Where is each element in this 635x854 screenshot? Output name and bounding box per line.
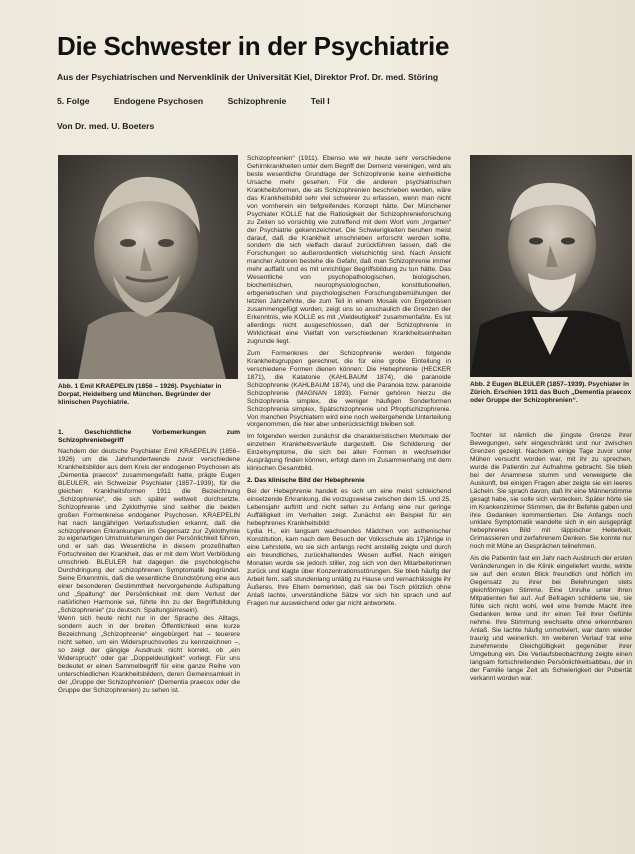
- series-topic: Endogene Psychosen: [113, 96, 204, 106]
- paragraph: Tochter ist nämlich die jüngste Grenze ihrer Bewegungen, sehr eingeschränkt und nur zwischen Grenzen gezeigt. Nachdem einige Tage zuvor unter Mühen versucht worden war, mit ihr zu sprechen, wurde die Patientin zur Aufnahme gebracht. Sie blieb bei der Anamnese stumm und verweigerte die Auskunft, bei einigen Fragen aber zeigte sie ein leeres Lächeln. Sie sprach davon, daß ihr eine Männerstimme gesagt habe, sie solle sich verstecken. Später hörte sie im Krankenzimmer Stimmen, die ihr Befehle gaben und ihre Gedanken kommentierten. Die Anfangs noch unklare Symptomatik wandelte sich in ein ausgeprägt hebephrenes Bild mit läppischer Heiterkeit, Grimassieren und zerfahrenem Denken. Sie konnte nur noch mit Mühe an Gesprächen teilnehmen.: [470, 432, 632, 551]
- series-part: 5. Folge: [57, 96, 90, 106]
- kraepelin-bust-photo: [58, 155, 238, 379]
- paragraph: Zum Formenkreis der Schizophrenie werden folgende Krankheitsgruppen gerechnet, die für eine grobe Einteilung in verschiedene Formen dienen können: Die Hebephrenie (HECKER 1871), die Katatonie (KAHLBAUM 1874), die paranoide Schizophrenie (KAHLBAUM 1874), und die Paranoia bzw. paranoide Schizophrenie (MAGNAN 1893). Ferner gehören hierzu die Schizophrenia simplex, die weniger häufigen Sonderformen Schizophrenia simplex, Spätschizophrenie und Pfropfschizophrenie. Von manchen Psychiatern wird eine noch weitergehende Unterteilung vorgenommen, die hier aber unberücksichtigt bleiben soll.: [247, 349, 451, 429]
- series-subtopic: Schizophrenie: [227, 96, 287, 106]
- article-author: Von Dr. med. U. Boeters: [57, 121, 155, 131]
- paragraph: Lydia H., ein langsam wachsendes Mädchen von asthenischer Konstitution, kam nach dem Besuch der Volksschule als 17jährige in eine Lehrstelle, wo sie sich anfangs recht anstellig zeigte und durch ein freundliches, zurückhaltendes Wesen auffiel. Nach einigen Monaten wurde sie jedoch stiller, zog sich von den Mitarbeiterinnen zurück und klagte über Konzentrationsstörungen. Sie blieb häufig der Arbeit fern, saß stundenlang untätig zu Hause und vernachlässigte ihr Äußeres. Ihre Eltern bemerkten, daß sie bei Tisch plötzlich ohne Anlaß lachte, unverständliche Sätze vor sich hin sprach und auf Fragen nur ausweichend oder gar nicht antwortete.: [247, 527, 451, 607]
- series-line: [57, 96, 352, 106]
- series-section: Teil I: [310, 96, 330, 106]
- figure-1-caption: Abb. 1 Emil KRAEPELIN (1856 – 1926). Psychiater in Dorpat, Heidelberg und München. Begründer der klinischen Psychiatrie.: [58, 383, 222, 406]
- paragraph: Schizophrenien“ (1911). Ebenso wie wir heute sehr verschiedene Gehirnkrankheiten unter dem Begriff der Demenz vereinigen, wird als beste wesentliche Grundlage der Schizophrenie keine einheitliche Ursache mehr gesehen. Für die anderen psychiatrischen Krankheitsformen, die als Schizophrenien beschrieben werden, wäre das Krankheitsbild sehr viel schwerer zu erfassen, wenn man nicht von vornherein ein tiefgreifendes Konzept hätte. Der Münchener Psychiater KOLLE hat die Ratlosigkeit der Schizophrenieforschung zu Zeiten so vorsichtig wie zutreffend mit dem Wort vom „Irrgarten“ der Psychiatrie gekennzeichnet. Die Schwierigkeiten beruhen meist darauf, daß die Krankheit umschrieben erforscht werden sollte, sondern die sich vielfach darauf zurückführen lassen, daß die Forschungen so außerordentlich vielschichtig sind. Nach Ansicht mancher Autoren bestehe die Gefahr, daß man Schizophrenie immer mehr auffaßt und es mit unrichtiger Begriffsbildung zu tun hätte. Das Wesentliche von psychopathologischen, biologischen, biochemischen, neurophysiologischen, konstitutionellen, erbgenetischen und psychologischen Forschungsbemühungen der letzten Jahrzehnte, die zum Teil in einem Mosaik von Ergebnissen zusammengefügt wurden, zeigt uns so anschaulich die Grenzen der Erkenntnis, wie KOLLE es mit „Vieldeutigkeit“ zusammenfaßte. Es ist allerdings nicht ausgeschlossen, daß der Schizophrenie in Wirklichkeit eine Vielfalt von verschiedenen Krankheitseinheiten zugrunde liegt.: [247, 155, 451, 345]
- paragraph: Als die Patientin fast ein Jahr nach Ausbruch der ersten Veränderungen in die Klinik eingeliefert wurde, wirkte sie auf den ersten Blick freundlich und höflich im Gegensatz zu ihrer bei Belehrungen stets gleichförmigen Stimme. Eine Unruhe unter ihren Mitpatienten fiel auf. Auf Befragen schilderte sie, sie fühle sich nicht wohl, weil eine fremde Macht ihre Gedanken lenke und ihr einen Teil ihrer Gefühle nehme. Ihre Stimmung wechselte ohne erkennbaren Anlaß. Sie lachte häufig unmotiviert, war dann wieder traurig und weinerlich. Im weiteren Verlauf trat eine zunehmende Gleichgültigkeit gegenüber ihrer Umgebung ein. Die Verlaufsbeobachtung zeigte einen langsam fortschreitenden Persönlichkeitsabbau, der in der Familie lange Zeit als Schwierigkeit der Pubertät verkannt worden war.: [470, 555, 632, 682]
- text-column-1: [58, 425, 240, 843]
- article-subtitle: Aus der Psychiatrischen und Nervenklinik der Universität Kiel, Direktor Prof. Dr. med. Störing: [57, 72, 439, 82]
- bleuler-portrait-photo: [470, 155, 632, 377]
- section-1-heading: 1. Geschichtliche Vorbemerkungen zum Schizophreniebegriff: [58, 429, 240, 444]
- paragraph: Wenn sich heute nicht nur in der Sprache des Alltags, sondern auch in der breiten Öffentlichkeit eine kurze Bezeichnung „Schizophrenie“ eingebürgert hat – teuerere nicht selten, um ein Widerspruchsvolles zu kennzeichnen –, so zeigt der gängige Ausdruck nicht korrekt, ob „ein Widerspruch“ oder gar „Doppeldeutigkeit“ vorliegt. Für uns bedeutet er einen Sammelbegriff für eine ganze Reihe von unterschiedlichen Krankheitsbildern, deren Gemeinsamkeit in der „Gruppe der Schizophrenien“ (Dementia praecox oder die Gruppe der Schizophrenien) zu sehen ist.: [58, 615, 240, 694]
- paragraph: Nachdem der deutsche Psychiater Emil KRAEPELIN (1856–1926) um die Jahrhundertwende zuvor verschiedene Krankheitsbilder aus dem Kreis der endogenen Psychosen als „Dementia praecox“ zusammengefaßt hatte, prägte Eugen BLEULER, ein Schweizer Psychiater (1857–1939), für die gleichen Krankheitsformen 1911 die Bezeichnung „Schizophrenie“, die sich später weltweit durchsetzte. Schizophrenie und Zyklothymie sind seither die beiden großen Formenkreise endogener Psychosen. KRAEPELIN hat nach langjährigen Verlaufsstudien erkannt, daß die schizophrenen Erkrankungen im Gegensatz zur Zyklothymie zu eigenartigen Umstrukturierungen der Persönlichkeit führen, und er sah das Wesentliche in diesem prozeßhaften Fortschreiten der Krankheit, das er mit dem Wort Verblödung umschrieb. BLEULER hat dagegen die psychologische Durchdringung der schizophrenen Symptomatik begründet. Seine Erkenntnis, daß die wesentliche Grundstörung eine aus einer besonderen Gestimmtheit hervorgehende Aufspaltung und „Spaltung“ der Persönlichkeit mit dem Verlust der natürlichen Harmonie sei, führte ihn zu der Begriffsbildung „Schizophrenie“ (zu deutsch: Spaltungsirresein).: [58, 448, 240, 615]
- figure-2-caption: Abb. 2 Eugen BLEULER (1857–1939). Psychiater in Zürich. Erschien 1911 das Buch „Dementia praecox oder Gruppe der Schizophrenien“.: [470, 381, 632, 404]
- paragraph: Im folgenden werden zunächst die charakteristischen Merkmale der einzelnen Krankheitsverläufe dargestellt. Die Schilderung der Einzelsymptome, die sich bei allen Formen in wechselnder Ausprägung finden können, erfolgt dann im Zusammenhang mit dem klinischen Gesamtbild.: [247, 433, 451, 473]
- section-2-heading: 2. Das klinische Bild der Hebephrenie: [247, 477, 365, 485]
- article-title: Die Schwester in der Psychiatrie: [57, 31, 450, 61]
- text-column-3: [470, 432, 632, 845]
- paragraph: Bei der Hebephrenie handelt es sich um eine meist schleichend einsetzende Erkrankung, die vorzugsweise zwischen dem 15. und 25. Lebensjahr auftritt und nicht selten zu Anfang eine nur geringe Auffälligkeit im Verhalten zeigt. Zunächst ein Beispiel für ein hebephrenes Krankheitsbild:: [247, 488, 451, 527]
- text-column-2: [247, 155, 451, 845]
